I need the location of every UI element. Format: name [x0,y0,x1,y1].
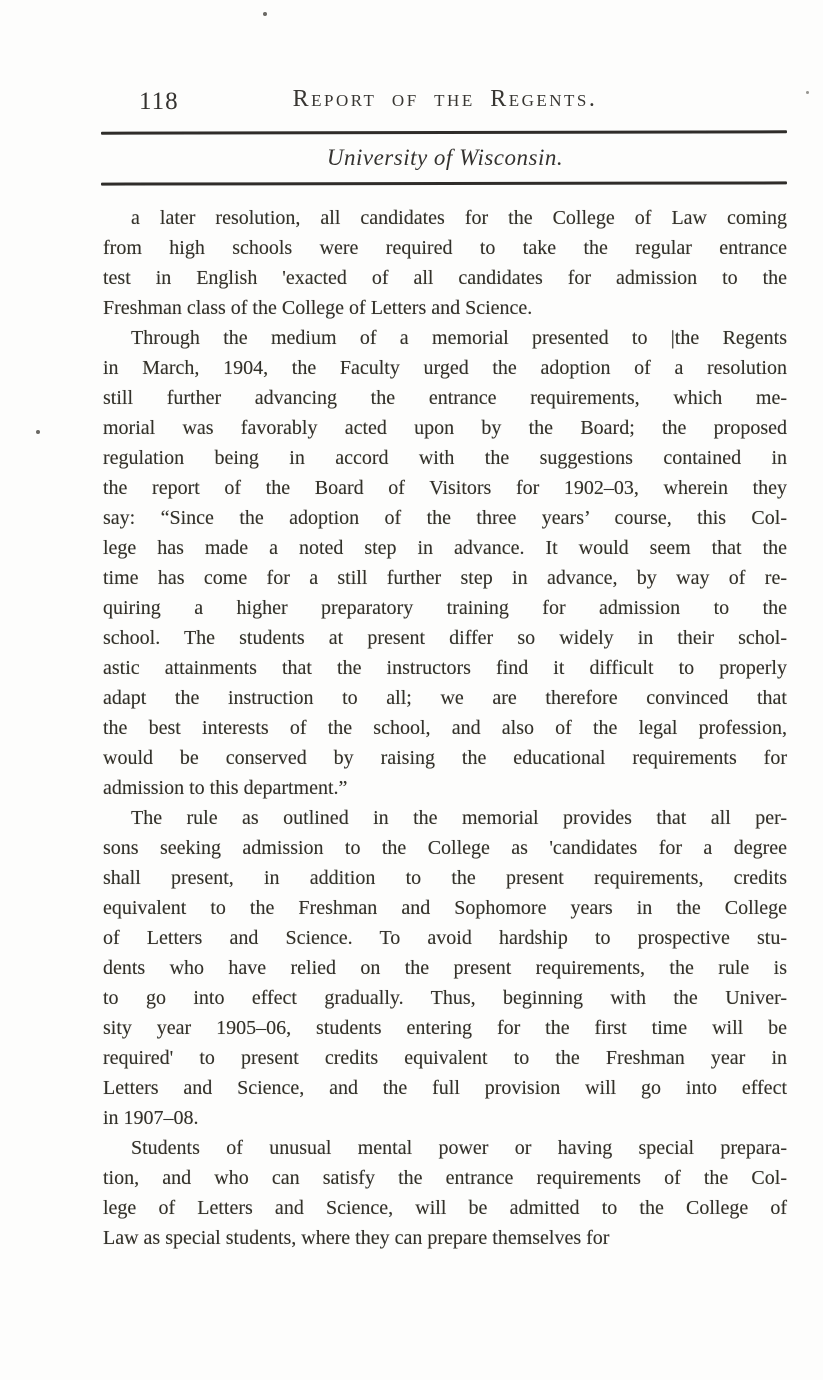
text-line: admission to this department.” [103,777,348,799]
text-line: still further advancing the entrance requirements, which me- [103,387,787,409]
text-line: in 1907–08. [103,1107,199,1129]
text-line: Students of unusual mental power or having special prepara- [131,1137,787,1159]
text-line: morial was favorably acted upon by the Board; the proposed [103,417,787,439]
text-line: shall present, in addition to the present requirements, credits [103,867,787,889]
text-line: Law as special students, where they can prepare themselves for [103,1227,610,1249]
text-line: the report of the Board of Visitors for 1902–03, wherein they [103,477,787,499]
text-line: sity year 1905–06, students entering for the first time will be [103,1017,787,1039]
text-line: in March, 1904, the Faculty urged the adoption of a resolution [103,357,787,379]
text-line: lege of Letters and Science, will be admitted to the College of [103,1197,787,1219]
divider-rule-bottom [101,181,787,185]
text-line: a later resolution, all candidates for the College of Law coming [131,207,787,229]
text-line: sons seeking admission to the College as 'candidates for a degree [103,837,787,859]
text-line: quiring a higher preparatory training for admission to the [103,597,787,619]
page-header [103,86,787,120]
text-line: The rule as outlined in the memorial provides that all per- [131,807,787,829]
page-number: 118 [139,88,179,115]
text-line: of Letters and Science. To avoid hardship to prospective stu- [103,927,787,949]
text-line: Freshman class of the College of Letters and Science. [103,297,533,319]
text-line: school. The students at present differ so widely in their schol- [103,627,787,649]
text-line: regulation being in accord with the suggestions contained in [103,447,787,469]
scan-speck [263,12,267,16]
text-line: Letters and Science, and the full provision will go into effect [103,1077,787,1099]
text-line: would be conserved by raising the educational requirements for [103,747,787,769]
text-line: lege has made a noted step in advance. It would seem that the [103,537,787,559]
scan-speck [806,91,809,94]
section-heading: University of Wisconsin. [326,145,564,170]
running-head-title: Report of the Regents. [292,86,598,112]
text-line: test in English 'exacted of all candidates for admission to the [103,267,787,289]
text-line: adapt the instruction to all; we are therefore convinced that [103,687,787,709]
text-line: astic attainments that the instructors find it difficult to properly [103,657,787,679]
text-line: time has come for a still further step in advance, by way of re- [103,567,787,589]
body-text [103,203,787,1253]
text-line: from high schools were required to take the regular entrance [103,237,787,259]
text-line: dents who have relied on the present requirements, the rule is [103,957,787,979]
scan-speck [36,430,40,434]
text-line: required' to present credits equivalent to the Freshman year in [103,1047,787,1069]
divider-rule-top [101,130,787,134]
text-line: the best interests of the school, and also of the legal profession, [103,717,787,739]
text-line: say: “Since the adoption of the three years’ course, this Col- [103,507,787,529]
text-line: equivalent to the Freshman and Sophomore years in the College [103,897,787,919]
text-line: Through the medium of a memorial presented to |the Regents [131,327,787,349]
text-line: tion, and who can satisfy the entrance requirements of the Col- [103,1167,787,1189]
text-line: to go into effect gradually. Thus, beginning with the Univer- [103,987,787,1009]
